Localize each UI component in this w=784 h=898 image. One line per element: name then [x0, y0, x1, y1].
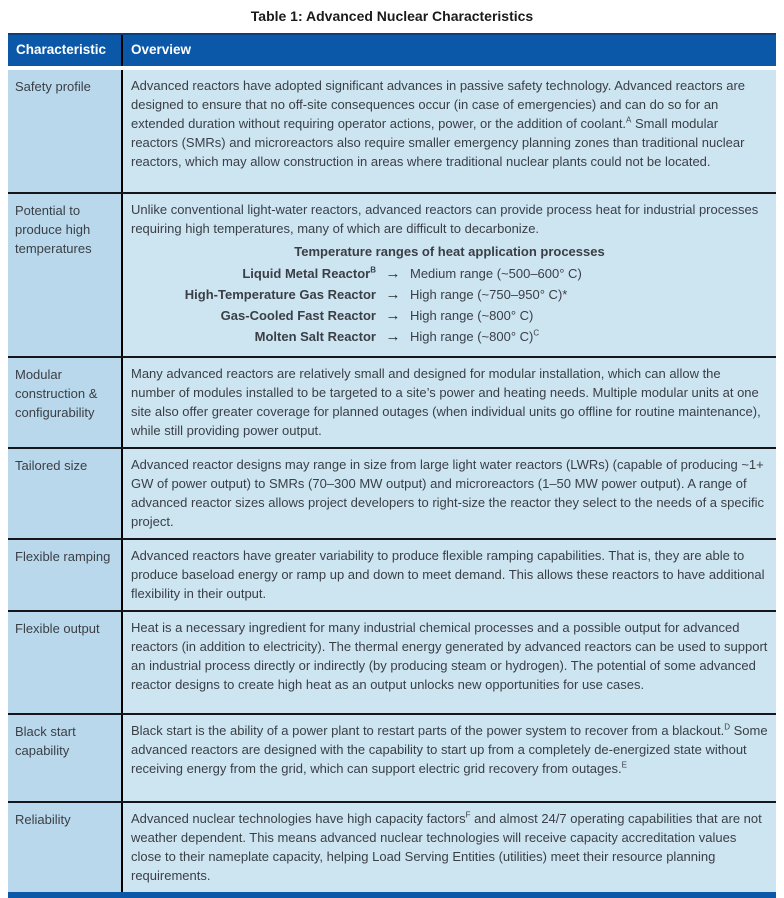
reactor-name: Gas-Cooled Fast Reactor [220, 308, 376, 323]
footnote-marker: B [370, 265, 376, 275]
table-row-safety-profile [8, 70, 776, 192]
footnote-marker: A [626, 115, 632, 125]
characteristic-cell: Tailored size [8, 449, 121, 538]
characteristics-table [8, 33, 776, 898]
footnote-marker: D [724, 722, 730, 732]
temperature-range: High range (~750–950° C)* [410, 287, 568, 302]
temperature-range: High range (~800° C) [410, 308, 534, 323]
table-row-high-temperatures [8, 192, 776, 356]
temperature-list-item [131, 263, 768, 284]
table-row-tailored-size [8, 447, 776, 538]
overview-text: Unlike conventional light-water reactors, advanced reactors can provide process heat for industrial processes requiring high temperatures, many of which are difficult to decarbonize. [131, 202, 759, 236]
table-row-black-start [8, 713, 776, 801]
reactor-name: High-Temperature Gas Reactor [184, 287, 376, 302]
characteristic-cell: Potential to produce high temperatures [8, 194, 121, 356]
overview-text: Advanced reactor designs may range in size from large light water reactors (LWRs) (capable of producing ~1+ GW of power output) to SMRs (70–300 MW output) and microreactors (1–50 MW power output). A range of advanced reactor sizes allows project developers to right-size the reactor they select to the needs of a specific project. [131, 457, 764, 529]
arrow-right-icon: → [385, 328, 401, 345]
overview-text: Black start is the ability of a power plant to restart parts of the power system to recover from a blackout.$^D$ Some advanced reactors are designed with the capability to start up from a completely de-energized state without receiving energy from the grid, which can support electric grid recovery from outages.$^E$ [131, 722, 768, 776]
table-row-flexible-output [8, 610, 776, 713]
characteristic-cell: Reliability [8, 803, 121, 892]
footnote-marker: F [465, 810, 471, 820]
overview-text: Advanced reactors have greater variability to produce flexible ramping capabilities. That is, they are able to produce baseload energy or ramp up and down to meet demand. This allows these reactors to have additional flexibility in their output. [131, 548, 765, 601]
overview-cell [121, 70, 776, 192]
overview-cell [121, 194, 776, 356]
characteristic-cell: Flexible output [8, 612, 121, 713]
temperature-list-item [131, 305, 768, 326]
overview-cell [121, 540, 776, 610]
overview-cell [121, 358, 776, 447]
overview-cell [121, 612, 776, 713]
column-header-overview: Overview [121, 35, 776, 66]
temperature-list-item [131, 284, 768, 305]
overview-text: Heat is a necessary ingredient for many industrial chemical processes and a possible output for advanced reactors (in addition to electricity). The thermal energy generated by advanced reactors can be used to support an industrial process directly or indirectly (by producing steam or hydrogen). The potential of some advanced reactor designs to create high heat as an output unlocks new opportunities for use cases. [131, 620, 768, 692]
arrow-right-icon: → [385, 286, 401, 303]
column-header-characteristic: Characteristic [16, 42, 107, 57]
temperature-list-item [131, 326, 768, 347]
table-row-reliability [8, 801, 776, 892]
overview-cell [121, 715, 776, 801]
overview-text: Advanced nuclear technologies have high capacity factors$^F$ and almost 24/7 operating capabilities that are not weather dependent. This means advanced nuclear technologies will receive capacity accreditation values close to their nameplate capacity, helping Load Serving Entities (utilities) meet their resource planning requirements. [131, 810, 762, 883]
table-row-flexible-ramping [8, 538, 776, 610]
overview-text: Many advanced reactors are relatively small and designed for modular installation, which can allow the number of modules installed to be targeted to a site’s power and heating needs. Multiple modular units at one site also offer greater coverage for planned outages (when individual units go offline for routine maintenance), while still providing power output. [131, 366, 761, 438]
overview-cell [121, 803, 776, 892]
table-header-row [8, 33, 776, 66]
overview-text: Advanced reactors have adopted significant advances in passive safety technology. Advanced reactors are designed to ensure that no off-site consequences occur (in case of emergencies) and can do so for an extended duration without requiring operator actions, power, or the addition of coolant.$^A$ Small modular reactors (SMRs) and microreactors also require smaller emergency planning zones than traditional nuclear reactors, which may allow construction in areas where traditional nuclear plants could not be located. [131, 78, 746, 169]
temperature-range: High range (~800° C)$^C$ [410, 328, 540, 344]
characteristic-cell: Black start capability [8, 715, 121, 801]
temperature-range: Medium range (~500–600° C) [410, 266, 582, 281]
page-title: Table 1: Advanced Nuclear Characteristics [250, 8, 534, 24]
temperature-subheading: Temperature ranges of heat application processes [294, 244, 605, 259]
characteristic-cell: Safety profile [8, 70, 121, 192]
arrow-right-icon: → [385, 307, 401, 324]
characteristic-cell: Flexible ramping [8, 540, 121, 610]
reactor-name: Molten Salt Reactor [254, 329, 376, 344]
arrow-right-icon: → [385, 265, 401, 282]
temperature-list [131, 263, 768, 347]
table-bottom-border [8, 892, 776, 898]
footnote-marker: C [533, 328, 540, 338]
reactor-name: Liquid Metal Reactor$^B$ [242, 265, 376, 281]
table-row-modular-construction [8, 356, 776, 447]
overview-cell [121, 449, 776, 538]
characteristic-cell: Modular construction & configurability [8, 358, 121, 447]
footnote-marker: E [621, 760, 627, 770]
